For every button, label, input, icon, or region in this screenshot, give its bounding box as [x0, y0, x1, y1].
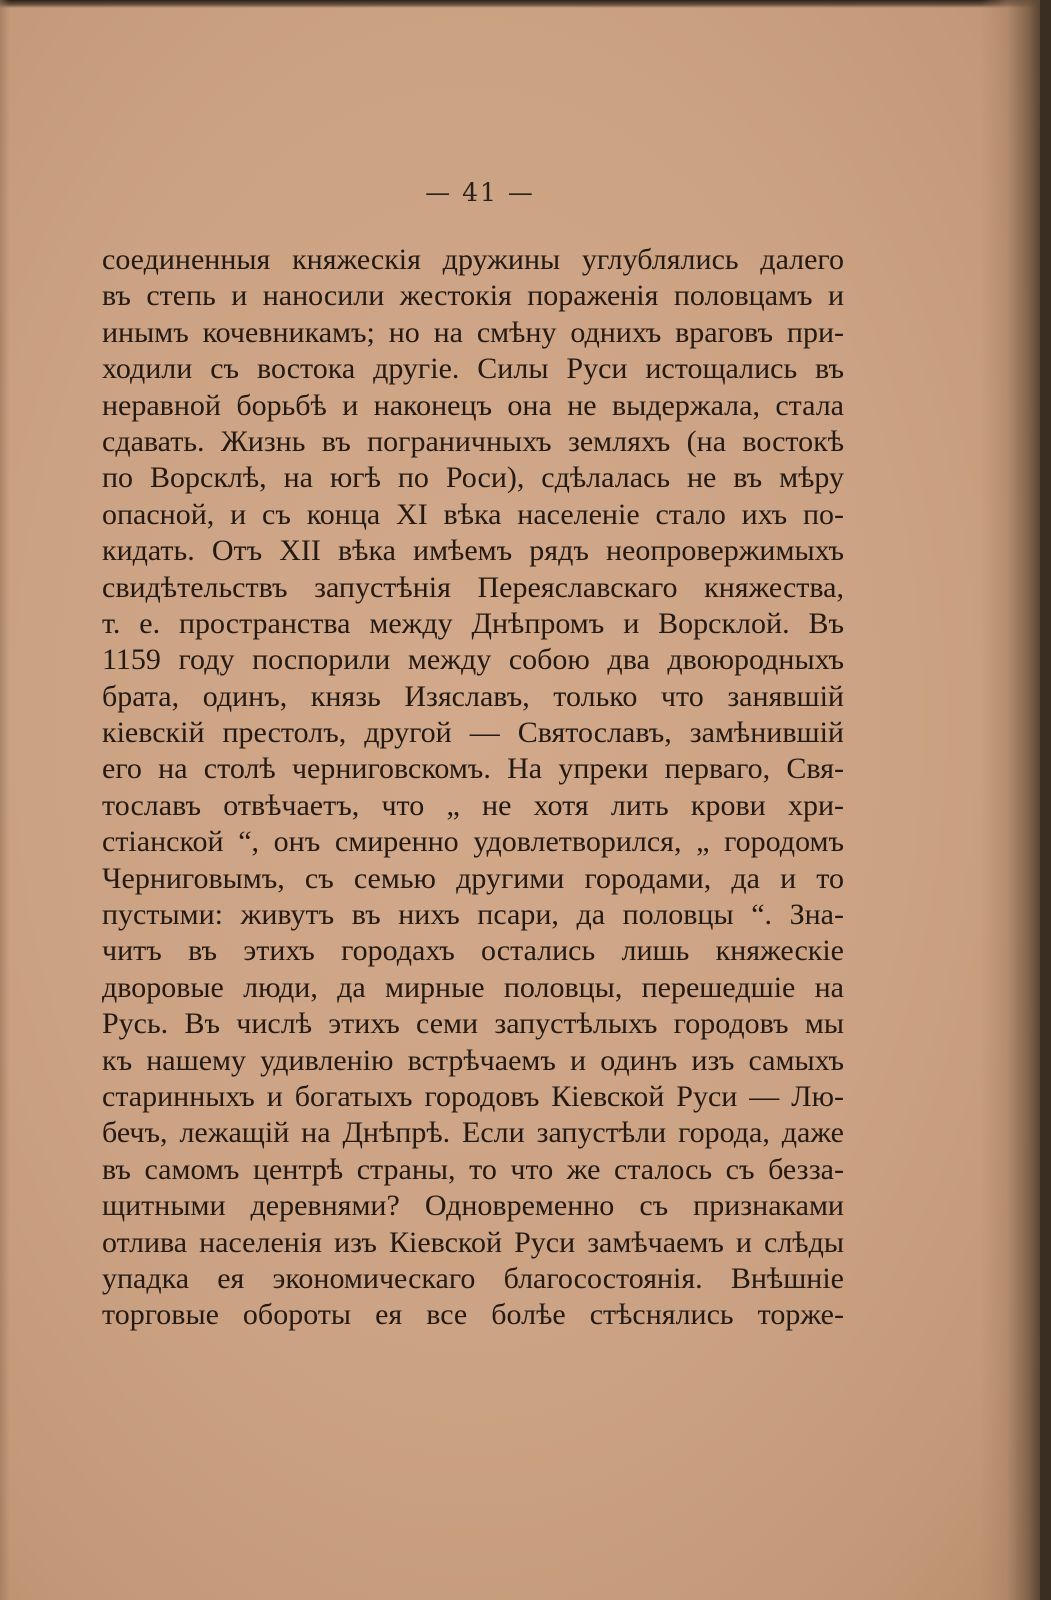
text-line: въ степь и наносили жестокія пораженія половцамъ и	[102, 279, 844, 313]
text-line: инымъ кочевникамъ; но на смѣну однихъ враговъ при-	[102, 315, 844, 349]
text-line: Русь. Въ числѣ этихъ семи запустѣлыхъ городовъ мы	[102, 1007, 844, 1041]
page-top-edge	[0, 0, 1040, 8]
text-line: т. е. пространства между Днѣпромъ и Ворсклой. Въ	[102, 606, 844, 640]
text-line: его на столѣ черниговскомъ. На упреки перваго, Свя-	[102, 752, 844, 786]
text-line: пустыми: живутъ въ нихъ псари, да половцы “. Зна-	[102, 898, 844, 932]
page-left-edge	[0, 0, 10, 1600]
text-line: по Ворсклѣ, на югѣ по Роси), сдѣлалась не въ мѣру	[102, 461, 844, 495]
text-line: тославъ отвѣчаетъ, что „ не хотя лить крови хри-	[102, 788, 844, 822]
text-line: щитными деревнями? Одновременно съ признаками	[102, 1189, 844, 1223]
text-line: сдавать. Жизнь въ пограничныхъ земляхъ (на востокѣ	[102, 424, 844, 458]
text-line: кіевскій престолъ, другой — Святославъ, замѣнившій	[102, 716, 844, 750]
text-line: въ самомъ центрѣ страны, то что же сталось съ безза-	[102, 1152, 844, 1186]
text-line: дворовые люди, да мирные половцы, перешедшіе на	[102, 970, 844, 1004]
page-right-edge	[980, 0, 1040, 1600]
text-line: стіанской “, онъ смиренно удовлетворился, „ городомъ	[102, 825, 844, 859]
text-line: упадка ея экономическаго благосостоянія. Внѣшніе	[102, 1261, 844, 1295]
page-number: — 41 —	[425, 178, 535, 207]
text-line: брата, одинъ, князь Изяславъ, только что занявшій	[102, 679, 844, 713]
text-line: неравной борьбѣ и наконецъ она не выдержала, стала	[102, 388, 844, 422]
text-line: старинныхъ и богатыхъ городовъ Кіевской Руси — Лю-	[102, 1079, 844, 1113]
text-line: бечъ, лежащій на Днѣпрѣ. Если запустѣли города, даже	[102, 1116, 844, 1150]
text-line: читъ въ этихъ городахъ остались лишь княжескіе	[102, 934, 844, 968]
text-line: торговые обороты ея все болѣе стѣснялись торже-	[102, 1298, 844, 1332]
text-line: ходили съ востока другіе. Силы Руси истощались въ	[102, 352, 844, 386]
text-line: кидать. Отъ XII вѣка имѣемъ рядъ неопровержимыхъ	[102, 534, 844, 568]
text-line: къ нашему удивленію встрѣчаемъ и одинъ изъ самыхъ	[102, 1043, 844, 1077]
text-line: свидѣтельствъ запустѣнія Переяславскаго княжества,	[102, 570, 844, 604]
text-line: соединенныя княжескія дружины углублялись далего	[102, 243, 844, 276]
body-text	[102, 242, 844, 1334]
text-line: 1159 году поспорили между собою два двоюродныхъ	[102, 643, 844, 677]
text-line: отлива населенія изъ Кіевской Руси замѣчаемъ и слѣды	[102, 1225, 844, 1259]
text-line: опасной, и съ конца XI вѣка населеніе стало ихъ по-	[102, 497, 844, 531]
text-line: Черниговымъ, съ семью другими городами, да и то	[102, 861, 844, 895]
